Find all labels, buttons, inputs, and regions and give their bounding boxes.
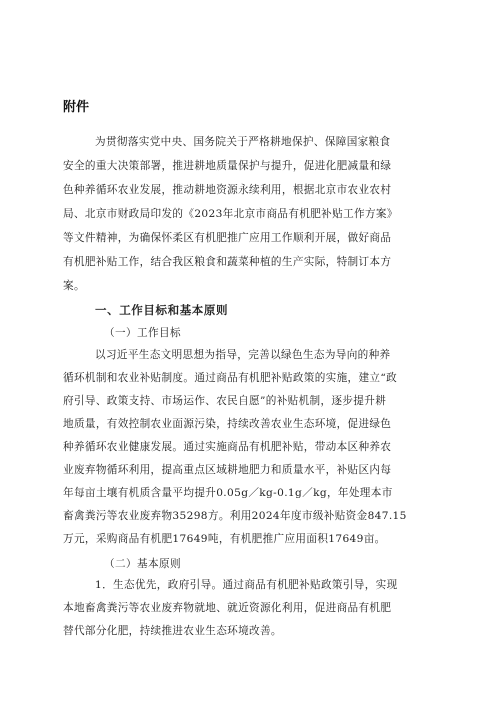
section-heading: 一、工作目标和基本原则 — [95, 303, 229, 317]
intro-line: 为贯彻落实党中央、国务院关于严格耕地保护、保障国家粮食 — [95, 136, 391, 148]
intro-line: 案。 — [63, 280, 85, 292]
goal-line: 万元，采购商品有机肥17649吨，有机肥推广应用面积17649亩。 — [63, 533, 386, 545]
principle-line: 1．生态优先，政府引导。通过商品有机肥补贴政策引导，实现 — [95, 579, 398, 591]
goal-line: 畜禽粪污等农业废弃物35298方。利用2024年度市级补贴资金847.15 — [63, 510, 407, 522]
intro-line: 安全的重大决策部署，推进耕地质量保护与提升，促进化肥减量和绿 — [63, 160, 392, 172]
attachment-label: 附件 — [63, 100, 90, 115]
goal-line: 地质量，有效控制农业面源污染，持续改善农业生态环境，促进绿色 — [63, 418, 392, 430]
intro-line: 色种养循环农业发展，推动耕地资源永续利用，根据北京市农业农村 — [63, 184, 392, 196]
goal-line: 府引导、政策支持、市场运作、农民自愿”的补贴机制，逐步提升耕 — [63, 395, 387, 407]
subsection-heading: （二）基本原则 — [104, 558, 181, 570]
intro-line: 有机肥补贴工作，结合我区粮食和蔬菜种植的生产实际，特制订本方 — [63, 256, 392, 268]
goal-line: 年每亩土壤有机质含量平均提升0.05g／kg-0.1g／kg，年处理本市 — [63, 487, 393, 499]
principle-line: 替代部分化肥，持续推进农业生态环境改善。 — [63, 625, 282, 637]
intro-line: 等文件精神，为确保怀柔区有机肥推广应用工作顺利开展，做好商品 — [63, 232, 392, 244]
principle-line: 本地畜禽粪污等农业废弃物就地、就近资源化利用，促进商品有机肥 — [63, 602, 392, 614]
intro-line: 局、北京市财政局印发的《2023年北京市商品有机肥补贴工作方案》 — [63, 208, 398, 220]
goal-line: 业废弃物循环利用，提高重点区域耕地肥力和质量水平，补贴区内每 — [63, 464, 392, 476]
goal-line: 循环机制和农业补贴制度。通过商品有机肥补贴政策的实施，建立“政 — [63, 372, 398, 384]
goal-line: 以习近平生态文明思想为指导，完善以绿色生态为导向的种养 — [95, 349, 391, 361]
goal-line: 种养循环农业健康发展。通过实施商品有机肥补贴，带动本区种养农 — [63, 441, 392, 453]
subsection-heading: （一）工作目标 — [104, 327, 181, 339]
